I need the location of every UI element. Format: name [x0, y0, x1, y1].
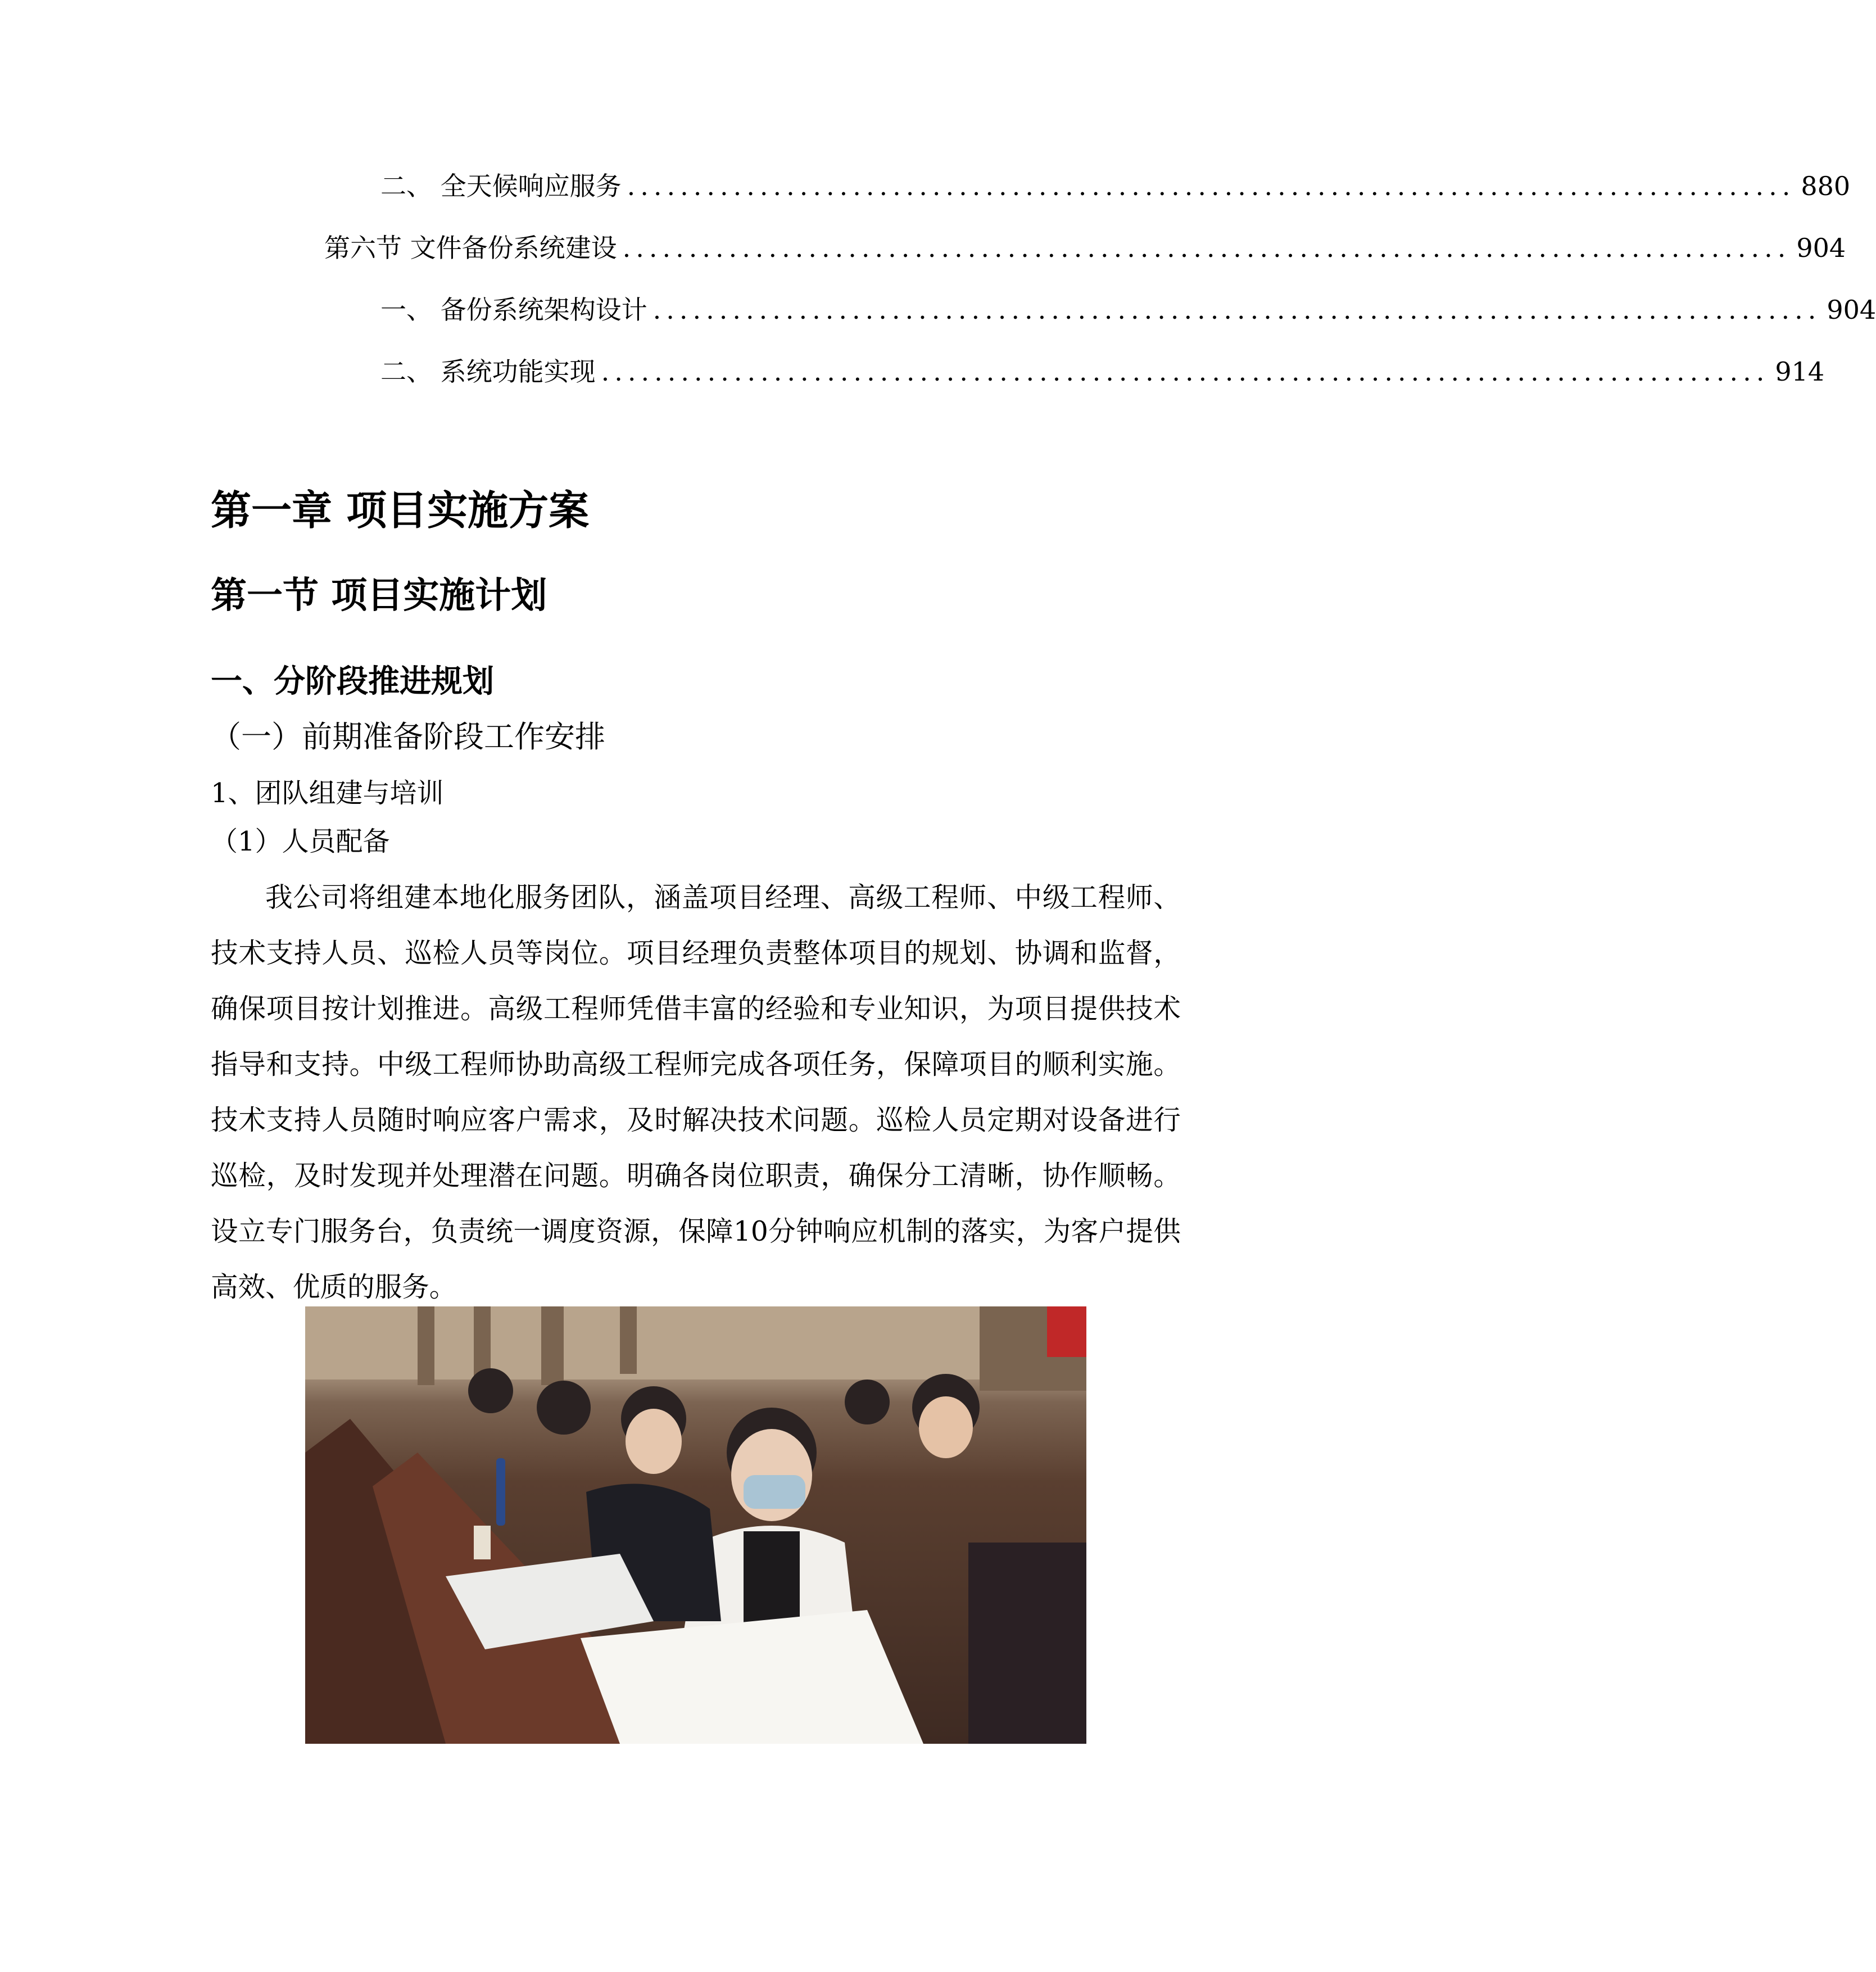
- toc-leader: ........................................................................................: [601, 356, 1770, 387]
- toc-entry-label: 第六节 文件备份系统建设: [324, 233, 617, 263]
- toc-entry-label: 二、 全天候响应服务: [380, 171, 622, 201]
- toc-entry-page: 904: [1827, 295, 1876, 325]
- body-paragraph: 我公司将组建本地化服务团队，涵盖项目经理、高级工程师、中级工程师、技术支持人员、巡检人员等岗位。项目经理负责整体项目的规划、协调和监督，确保项目按计划推进。高级工程师凭借丰富的经验和专业知识，为项目提供技术指导和支持。中级工程师协助高级工程师完成各项任务，保障项目的顺利实施。技术支持人员随时响应客户需求，及时解决技术问题。巡检人员定期对设备进行巡检，及时发现并处理潜在问题。明确各岗位职责，确保分工清晰，协作顺畅。设立专门服务台，负责统一调度资源，保障10分钟响应机制的落实，为客户提供高效、优质的服务。: [211, 882, 1181, 1303]
- toc-entry[interactable]: [0, 231, 1846, 265]
- toc-entry-page: 880: [1801, 171, 1851, 201]
- toc-leader: ........................................................................................: [627, 171, 1796, 201]
- section-title: 第一节 项目实施计划: [211, 575, 547, 617]
- toc-entry[interactable]: [0, 355, 1825, 388]
- toc-leader: ........................................................................................: [622, 233, 1791, 263]
- training-photo: [305, 1306, 1086, 1744]
- toc-entry-page: 914: [1775, 356, 1825, 387]
- subsection-title: 一、分阶段推进规划: [211, 663, 494, 700]
- toc-leader: ........................................................................................: [652, 295, 1821, 325]
- toc-entry-page: 904: [1796, 233, 1846, 263]
- item-title: 1、团队组建与培训: [211, 777, 444, 809]
- training-photo-illustration: [305, 1306, 1086, 1744]
- toc-entry-label: 二、 系统功能实现: [380, 356, 596, 387]
- toc-entry[interactable]: [0, 293, 1876, 327]
- chapter-title: 第一章 项目实施方案: [211, 487, 590, 534]
- subsubsection-title: （一）前期准备阶段工作安排: [211, 719, 605, 754]
- toc-entry[interactable]: [0, 169, 1851, 203]
- subitem-title: （1）人员配备: [211, 826, 390, 857]
- toc-entry-label: 一、 备份系统架构设计: [380, 295, 647, 325]
